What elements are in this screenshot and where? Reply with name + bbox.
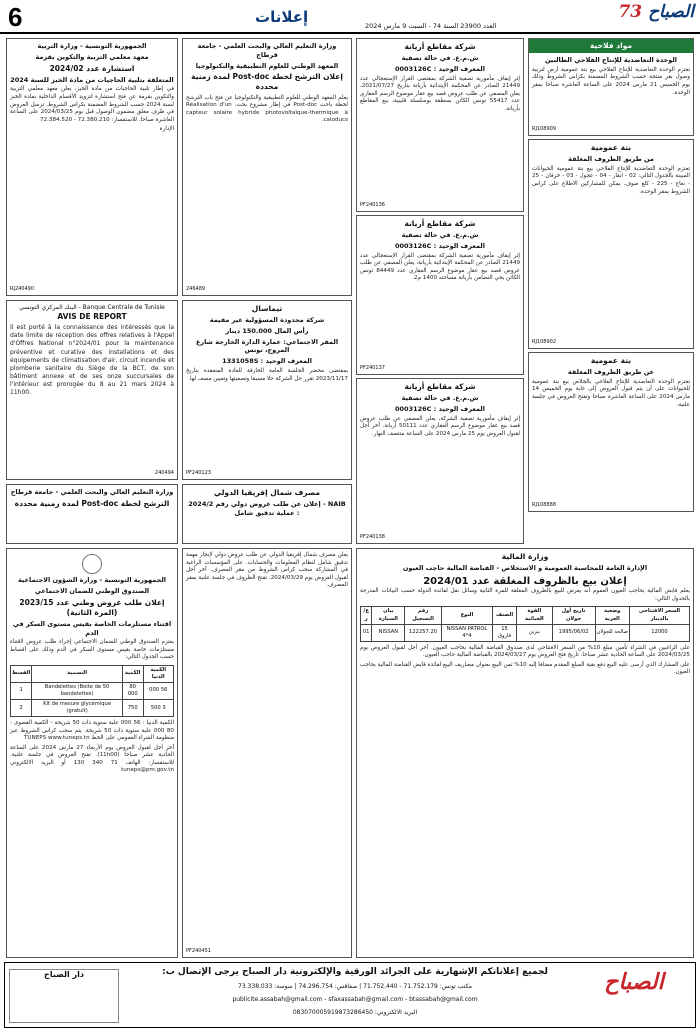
emblem-icon	[82, 554, 102, 574]
table-cell: Bandelettes (Boite de 50 bandelettes)	[32, 682, 123, 699]
ad-ref: PF240123	[186, 470, 211, 477]
bank-name: البنك المركزي التونسي - Banque Centrale de Tunisie	[19, 304, 165, 311]
ad-subtitle: عن طريق الظروف المغلقة	[567, 368, 655, 377]
logo-number: 73	[618, 2, 643, 22]
ad-title: الجمهورية التونسية - وزارة الشؤون الاجتماعية	[17, 576, 167, 584]
newspaper-logo	[602, 2, 694, 30]
ad-ref: PF240451	[186, 948, 211, 955]
page-footer	[4, 962, 696, 1028]
table-row	[11, 700, 174, 717]
table-cell: 750	[122, 700, 143, 717]
ad-title: بتة عمومية	[590, 356, 632, 365]
ad-text-2: الكمية الدنيا : 56 000 علبة ستوية ذات 50 شريحة - الكمية القصوى : 80 000 علبة ستوية ذات 50 شريحة. يتم سحب كراس الشروط عبر منظومة الشراء العمومي على الخط TUNEPS www.tuneps.tn	[10, 720, 175, 742]
ad-text: يعتزم الصندوق الوطني للضمان الاجتماعي إجراء طلب عروض لاقتناء مستلزمات خاصة بقيس مستوى السكر في الدم وذلك على أقساط حسب الجدول التالي:	[10, 639, 174, 661]
ad-subtitle: ش.م.ع. في حالة تصفية	[401, 394, 479, 403]
ad-text: إثر إيقاف مأمورية تصفية الشركة بمقتضى القرار الإستعجالي عدد 21449 الصادر عن المحكمة الإبتدائية بأريانة، يعلن المصفي عن طلب عروض قصد بيع عقار موضوع الرسم العقاري عدد 84449 تونس الكائن بحي التضامن بأريانة مساحته 1400 م2.	[360, 252, 520, 282]
table-cell: وضعية العربة	[595, 607, 629, 624]
ad-text: يعلم المعهد الوطني للعلوم التطبيقية والتكنولوجيا عن فتح باب الترشح لخطة باحث Post-doc في إطار مشروع بحث. Réalisation d'un capteur solaire hybride photovoltaïque-thermique à caloducs.	[186, 94, 348, 124]
ad-text: في إطار تلبية الحاجيات من مادة الخبز، يعلن معهد معلمي التربية والتكوين بقرمة عن فتح استشارة لتزويد الأقسام الداخلية بمادة الخبز لسنة 2024 حسب الشروط المضمنة بكراس الشروط. ترسل العروض في ظرف مغلق مضمون الوصول قبل يوم 2024/03/25 على الساعة العاشرة صباحا. للاستفسار: 72.380.210 - 72.384.520	[10, 86, 174, 123]
ad-text: Il est porté à la connaissance des intéressés que la date limite de réception des offres relatives à l'Appel d'Offres National n°2024/01 pour la maintenance préventive et curative des installations et des équipements de climatisation d'air, circuit incendie et plomberie sanitaire du Siège de la BCT, de son bâtiment annexe et de ses onze succursales de l'intérieur est prorogée du 8 au 21 mars 2024 à 11h00.	[10, 324, 174, 396]
ad-bread-consultation	[6, 38, 178, 296]
ad-ref: RJ108888	[532, 502, 557, 509]
footer-logo	[579, 969, 689, 1023]
footer-logo-text: الصباح	[604, 969, 664, 995]
ad-headline-2: اقتناء مستلزمات الخاصة بقيس مستوى السكر في الدم	[12, 619, 172, 637]
table-cell: بنزين	[517, 624, 553, 641]
table-row	[11, 682, 174, 699]
table-cell: بيان السيارة	[372, 607, 405, 624]
table-cell: التسمية	[32, 665, 123, 682]
table-cell: الصنف	[493, 607, 517, 624]
ad-post-doc-1	[182, 38, 352, 296]
ad-title: مواد فلاحية	[529, 39, 693, 53]
footer-phones: مكتب تونس: 71.752.179 - 71.752.440 | صفاقس: 74.296.754 | سوسة: 73.338.033	[238, 983, 472, 990]
page-number: 6	[8, 2, 23, 32]
ad-signature: الإدارة	[159, 126, 174, 133]
ad-text: إثر إيقاف مأمورية تصفية الشركة، يعلن المصفي عن طلب عروض قصد بيع عقار موضوع الرسم العقاري عدد 50111 أريانة. آخر أجل لقبول العروض يوم 25 مارس 2024 على الساعة منتصف النهار.	[360, 415, 520, 437]
table-cell: الكمية الدنيا	[143, 665, 173, 682]
section-title: إعلانات	[255, 8, 309, 26]
ad-headline: إعلان بيع بالظروف المغلقة عدد 2024/01	[423, 575, 627, 587]
ad-title: شركة مقاطع أريانة	[404, 219, 476, 228]
table-cell: القوة الجبائية	[517, 607, 553, 624]
footer-title: لجميع إعلاناتكم الإشهارية على الجرائد الورقية والإلكترونية دار الصباح يرجى الإتصال ب:	[162, 967, 548, 977]
ad-bct-report	[6, 300, 178, 480]
ad-capital: رأس المال 150.000 دينار	[225, 326, 309, 335]
lots-table	[10, 665, 174, 717]
ad-ref: RJ108902	[532, 339, 557, 346]
ad-ref: PF240138	[360, 534, 385, 541]
footer-account: البريد الالكتروني: 083070005919873286450	[292, 1009, 418, 1016]
table-cell: رقم التسجيل	[405, 607, 441, 624]
table-cell: صالحة للجولان	[595, 624, 629, 641]
table-cell: NISSAN PATROL 4*4	[441, 624, 492, 641]
table-cell: 80 000	[122, 682, 143, 699]
ad-subtitle: ش.م.ع. في حالة تصفية	[401, 231, 479, 240]
table-cell: تاريخ أول جولان	[552, 607, 595, 624]
ad-cnss-tender	[6, 548, 178, 958]
footer-house-logo	[9, 969, 119, 1023]
ad-subtitle: الوحدة التعاضدية للإنتاج الفلاحي الطالبين	[544, 56, 678, 65]
ad-id: المعرف الوحيد : 0003126C	[395, 241, 485, 250]
ad-title: شركة مقاطع أريانة	[404, 382, 476, 391]
issue-info: العدد 23900 السنة 74 - السبت 9 مارس 2024	[365, 22, 497, 30]
ad-text-2: على الراغبين في الشراء تأمين مبلغ 10% من السعر الافتتاحي لدى صندوق القباضة المالية بحاجب العيون. آخر أجل لقبول العروض يوم 2024/03/25 على الساعة الحادية عشر صباحا. تاريخ فتح العروض يوم 2024/03/27 بالقباضة المالية حاجب العيون.	[360, 644, 690, 659]
table-cell: النوع	[441, 607, 492, 624]
ad-text: تعتزم الوحدة التعاضدية للإنتاج الفلاحي بيع بتة عمومية الحيوانات المبينة بالجدول التالي: 02 - ابقار - 04 - عجول - 03 - خرفان - 25 - نعاج - 225 - كلغ صوف. يمكن للمشاركين الاطلاع على كراس الشروط بمقر الوحدة.	[532, 165, 690, 195]
ad-quarries-1	[356, 38, 524, 212]
ad-subtitle: معهد معلمي التربية والتكوين بقرمة	[35, 52, 149, 61]
table-cell: 1	[11, 682, 32, 699]
ad-public-auction-2	[528, 352, 694, 512]
ad-ref: PF240136	[360, 202, 385, 209]
ad-text-3: على المشارك الذي أرسى عليه البيع دفع بقية المبلغ المقدم مضافا إليه 10% ثمن البيع بعنوان مصاريف البيع لفائدة قابض القباضة المالية بحاجب العيون.	[360, 661, 690, 676]
ad-address: المقر الاجتماعي: عمارة الدارة الخارجة شارع المروج، تونس	[195, 337, 339, 355]
ad-text: يعلم قابض المالية بحاجب العيون العموم أنه يعرض للبيع بالظروف المغلقة للمرة الثانية وسائل نقل لفائدة الدولة حسب البيانات المدرجة بالجدول التالي:	[360, 588, 690, 602]
ad-title: تيماسال	[251, 304, 283, 313]
table-cell: 15 فاروق	[493, 624, 517, 641]
ad-id: المعرف الوحيد : 1331058S	[222, 357, 312, 366]
table-cell: ع/ر	[361, 607, 372, 624]
table-cell: 2	[11, 700, 32, 717]
ad-text: بمقتضى محضر الجلسة العامة الخارقة للعادة المنعقدة بتاريخ 2023/11/17 تقرر حل الشركة حلا مسبقا وتصفيتها وتعيين مصف لها.	[186, 367, 348, 382]
column-2	[356, 38, 524, 958]
ad-agri-unit	[528, 38, 694, 136]
table-cell: 01	[361, 624, 372, 641]
ad-title: شركة مقاطع أريانة	[404, 42, 476, 51]
ad-timasal	[182, 300, 352, 480]
ad-headline: إعلان الترشح لخطة Post-doc لمدة زمنية محددة	[191, 72, 343, 92]
ad-title: مصرف شمال إفريقيا الدولي	[214, 488, 320, 497]
ad-headline: الترشح لخطة Post-doc لمدة زمنية محددة	[14, 498, 170, 508]
ads-area	[6, 38, 694, 958]
ad-title: وزارة التعليم العالي والبحث العلمي - جامعة قرطاج	[10, 488, 174, 496]
ad-text-3: آخر أجل لقبول العروض يوم الأربعاء 27 مارس 2024 على الساعة الحادية عشر صباحا (11h00). تفتح العروض في جلسة علنية. للاستفسار: الهاتف 71 340 130 أو البريد الالكتروني tuneps@pm.gov.tn	[10, 744, 175, 774]
ad-quarries-3	[356, 378, 524, 544]
ad-id: المعرف الوحيد : 0003126C	[395, 404, 485, 413]
ad-id: المعرف الوحيد : 0003126C	[395, 64, 485, 73]
ad-subtitle: شركة محدودة المسؤولية غير مقيمة	[209, 316, 325, 325]
ad-text: تعتزم الوحدة التعاضدية للإنتاج الفلاحي بيع بتة عمومية أرض لتربية وصول بقر منتجة حسب الشروط المضمنة بكراس الشروط وذلك يوم الخميس 21 مارس 2024 على الساعة العاشرة صباحا بمقر الوحدة.	[532, 66, 690, 96]
table-cell: NISSAN	[372, 624, 405, 641]
ad-ref: 246489	[186, 286, 206, 293]
ad-headline: استشارة عدد 2024/02	[49, 63, 135, 73]
ad-subtitle: الصندوق الوطني للضمان الاجتماعي	[34, 586, 150, 595]
ad-text: إثر إيقاف مأمورية تصفية الشركة بمقتضى القرار الإستعجالي عدد 21449 الصادر عن المحكمة الإبتدائية بأريانة بتاريخ 2021/07/27، يعلن المصفي عن طلب عروض قصد بيع عقار موضوع الرسم العقاري عدد 55417 تونس الكائن بمنطقة بوسلسلة قليبية، بيع المقاطع بأريانة.	[360, 75, 520, 112]
ad-subtitle: NAIB - إعلان عن طلب عروض دولي رقم 2024/2 : عملية تدقيق شامل	[188, 500, 346, 517]
table-header-row	[11, 665, 174, 682]
table-cell: 3 500	[143, 700, 173, 717]
ad-ref: RJ108909	[532, 126, 557, 133]
ad-title: وزارة التعليم العالي والبحث العلمي - جامعة قرطاج	[197, 42, 337, 59]
logo-text: الصباح	[648, 2, 694, 22]
ad-subtitle: المعهد الوطني للعلوم التطبيقية والتكنولوجيا	[195, 61, 339, 70]
table-cell: 122257.20	[405, 624, 441, 641]
table-cell: الكمية	[122, 665, 143, 682]
page-header	[0, 0, 700, 34]
ad-title: الجمهورية التونسية - وزارة التربية	[37, 42, 147, 50]
table-cell: 1995/06/02	[552, 624, 595, 641]
table-cell: 56 000	[143, 682, 173, 699]
footer-emails: publicite.assabah@gmail.com - sfaxassabah@gmail.com - btassabah@gmail.com	[232, 996, 478, 1003]
ad-subtitle: من طريق الظروف المغلقة	[568, 155, 654, 164]
ad-public-auction-1	[528, 139, 694, 349]
ad-ref: PF240137	[360, 365, 385, 372]
ad-quarries-2	[356, 215, 524, 375]
ad-title: بتة عمومية	[590, 143, 632, 152]
ad-subtitle: الإدارة العامة للمحاسبة العمومية و الاستخلاص - القباضة المالية حاجب العيون	[402, 564, 648, 573]
table-cell: 12000	[629, 624, 689, 641]
ad-headline: إعلان طلب عروض وطني عدد 2023/15 (المرة الثانية)	[19, 597, 165, 617]
ad-naib	[182, 484, 352, 544]
table-cell: Kit de mesure glycémique (gratuit)	[32, 700, 123, 717]
unused	[182, 300, 188, 306]
table-cell: السعر الافتتاحي بالدينار	[629, 607, 689, 624]
ad-title: AVIS DE REPORT	[57, 312, 127, 322]
ad-post-doc-2-head	[6, 484, 178, 544]
ad-title: وزارة المالية	[501, 552, 549, 561]
ad-text: يعلن مصرف شمال إفريقيا الدولي عن طلب عروض دولي لإنجاز مهمة تدقيق شامل لنظام المعلومات والحسابات. على المؤسسات الراغبة في المشاركة سحب كراس الشروط من مقر المصرف. آخر أجل لقبول العروض يوم 2024/03/29. تفتح الظروف في جلسة علنية بمقر المصرف.	[186, 552, 348, 589]
ad-ref: RJ240490	[10, 286, 35, 293]
ad-naib-body	[182, 548, 352, 958]
ad-text: تعتزم الوحدة التعاضدية للإنتاج الفلاحي بالجلاص بيع بتة عمومية للحيوانات على أن يتم قبول العروض إلى غاية يوم الخميس 14 مارس 2024 على الساعة العاشرة صباحا وتفتح العروض في جلسة علنية.	[532, 378, 690, 408]
table-cell: القسط	[11, 665, 32, 682]
footer-house-logo-text: دار الصباح	[44, 970, 84, 979]
ad-ref: 240494	[154, 470, 174, 477]
ad-headline-2: المتعلقة بتلبية الحاجيات من مادة الخبز للسنة 2024	[10, 75, 174, 84]
ad-subtitle: ش.م.ع. في حالة تصفية	[401, 54, 479, 63]
